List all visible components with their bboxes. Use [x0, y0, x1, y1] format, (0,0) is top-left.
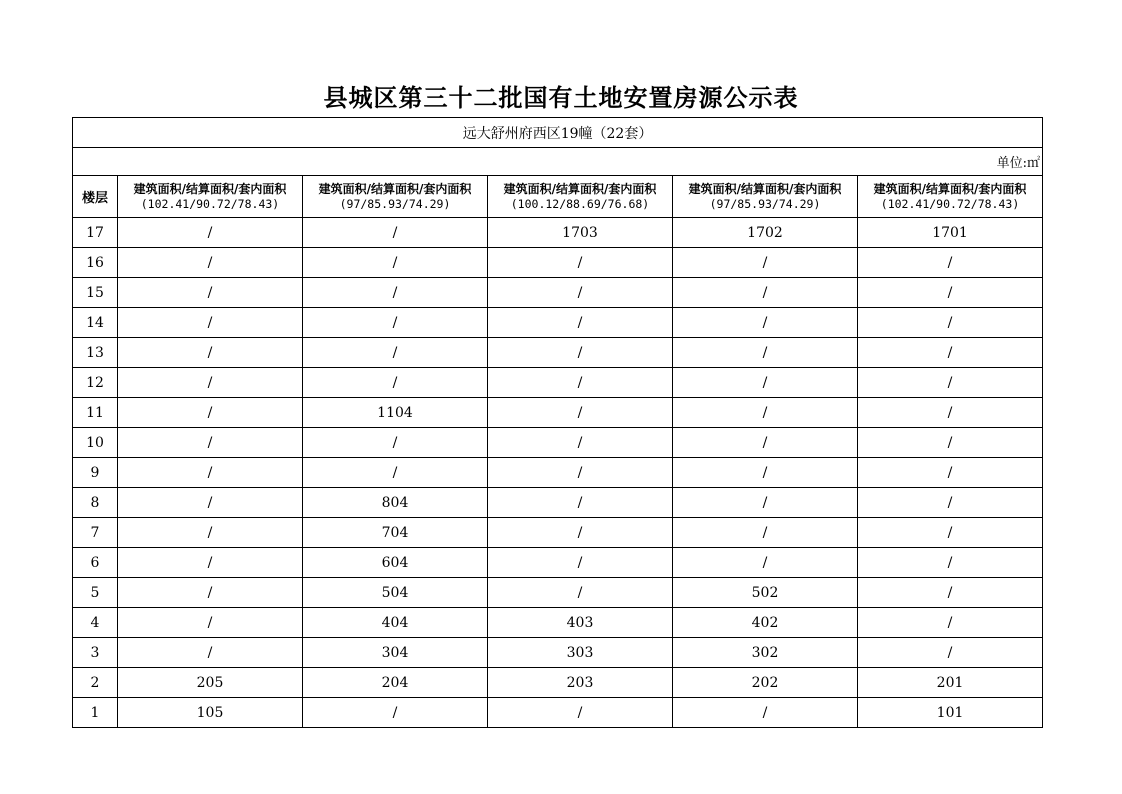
- floor-cell: 16: [73, 248, 118, 278]
- unit-cell: 304: [303, 638, 488, 668]
- unit-cell: /: [303, 698, 488, 728]
- column-header-main: 建筑面积/结算面积/套内面积: [318, 182, 472, 196]
- unit-cell: /: [858, 458, 1043, 488]
- unit-cell: /: [118, 638, 303, 668]
- unit-cell: /: [858, 338, 1043, 368]
- table-row: [73, 278, 1043, 308]
- unit-cell: 604: [303, 548, 488, 578]
- unit-cell: 1702: [673, 218, 858, 248]
- unit-cell: /: [488, 338, 673, 368]
- unit-cell: /: [858, 578, 1043, 608]
- table-row: [73, 338, 1043, 368]
- unit-label: 单位:㎡: [73, 148, 1043, 176]
- unit-cell: /: [118, 578, 303, 608]
- header-row: [73, 176, 1043, 218]
- unit-cell: 1701: [858, 218, 1043, 248]
- table-row: [73, 698, 1043, 728]
- table-row: [73, 578, 1043, 608]
- unit-cell: /: [118, 338, 303, 368]
- unit-cell: /: [858, 608, 1043, 638]
- unit-cell: 203: [488, 668, 673, 698]
- unit-cell: 402: [673, 608, 858, 638]
- page-title: 县城区第三十二批国有土地安置房源公示表: [323, 83, 799, 112]
- table-row: [73, 668, 1043, 698]
- unit-cell: 804: [303, 488, 488, 518]
- unit-cell: /: [673, 338, 858, 368]
- table-row: [73, 368, 1043, 398]
- unit-cell: 202: [673, 668, 858, 698]
- unit-cell: /: [673, 488, 858, 518]
- table-row: [73, 218, 1043, 248]
- unit-cell: /: [858, 488, 1043, 518]
- unit-cell: /: [118, 608, 303, 638]
- unit-cell: /: [858, 398, 1043, 428]
- floor-cell: 1: [73, 698, 118, 728]
- column-header-area: (102.41/90.72/78.43): [140, 197, 280, 211]
- unit-cell: /: [118, 218, 303, 248]
- unit-cell: /: [673, 308, 858, 338]
- unit-cell: 704: [303, 518, 488, 548]
- unit-cell: /: [858, 518, 1043, 548]
- unit-cell: /: [118, 428, 303, 458]
- unit-cell: /: [488, 458, 673, 488]
- unit-cell: /: [488, 368, 673, 398]
- unit-cell: /: [858, 428, 1043, 458]
- column-header-main: 建筑面积/结算面积/套内面积: [688, 182, 842, 196]
- unit-cell: 1703: [488, 218, 673, 248]
- unit-cell: /: [858, 638, 1043, 668]
- unit-cell: /: [858, 548, 1043, 578]
- floor-cell: 2: [73, 668, 118, 698]
- unit-cell: /: [118, 248, 303, 278]
- unit-cell: /: [488, 308, 673, 338]
- table-row: [73, 518, 1043, 548]
- housing-table: [72, 117, 1043, 728]
- unit-cell: /: [303, 248, 488, 278]
- building-subtitle: 远大舒州府西区19幢（22套）: [73, 118, 1043, 148]
- unit-cell: /: [488, 488, 673, 518]
- unit-cell: /: [303, 368, 488, 398]
- table-row: [73, 308, 1043, 338]
- unit-cell: /: [673, 248, 858, 278]
- unit-cell: /: [118, 488, 303, 518]
- unit-cell: 105: [118, 698, 303, 728]
- unit-cell: /: [118, 308, 303, 338]
- column-header-area: (97/85.93/74.29): [339, 197, 451, 211]
- table-row: [73, 248, 1043, 278]
- column-header-area: (100.12/88.69/76.68): [510, 197, 650, 211]
- unit-cell: /: [673, 458, 858, 488]
- unit-cell: /: [303, 428, 488, 458]
- unit-cell: /: [118, 368, 303, 398]
- unit-cell: /: [858, 368, 1043, 398]
- floor-header: 楼层: [73, 176, 118, 218]
- floor-cell: 9: [73, 458, 118, 488]
- unit-cell: /: [303, 218, 488, 248]
- unit-cell: 1104: [303, 398, 488, 428]
- unit-cell: /: [488, 398, 673, 428]
- floor-cell: 11: [73, 398, 118, 428]
- unit-cell: 204: [303, 668, 488, 698]
- column-header: [303, 176, 488, 218]
- unit-cell: 101: [858, 698, 1043, 728]
- unit-cell: 502: [673, 578, 858, 608]
- floor-cell: 4: [73, 608, 118, 638]
- table-row: [73, 608, 1043, 638]
- unit-cell: /: [118, 548, 303, 578]
- unit-cell: /: [488, 578, 673, 608]
- floor-cell: 15: [73, 278, 118, 308]
- floor-cell: 7: [73, 518, 118, 548]
- unit-cell: /: [858, 248, 1043, 278]
- unit-cell: /: [673, 428, 858, 458]
- unit-cell: /: [488, 698, 673, 728]
- floor-cell: 8: [73, 488, 118, 518]
- unit-cell: /: [673, 368, 858, 398]
- floor-cell: 6: [73, 548, 118, 578]
- unit-cell: /: [118, 398, 303, 428]
- column-header-area: (97/85.93/74.29): [709, 197, 821, 211]
- table-row: [73, 548, 1043, 578]
- floor-cell: 5: [73, 578, 118, 608]
- floor-cell: 10: [73, 428, 118, 458]
- unit-cell: 403: [488, 608, 673, 638]
- table-row: [73, 638, 1043, 668]
- table-row: [73, 428, 1043, 458]
- column-header-main: 建筑面积/结算面积/套内面积: [133, 182, 287, 196]
- unit-cell: 303: [488, 638, 673, 668]
- column-header: [858, 176, 1043, 218]
- unit-cell: /: [488, 548, 673, 578]
- unit-cell: /: [118, 278, 303, 308]
- unit-cell: /: [303, 338, 488, 368]
- column-header: [488, 176, 673, 218]
- unit-cell: /: [303, 458, 488, 488]
- unit-cell: /: [303, 278, 488, 308]
- table-row: [73, 458, 1043, 488]
- column-header-main: 建筑面积/结算面积/套内面积: [873, 182, 1027, 196]
- unit-cell: /: [673, 548, 858, 578]
- unit-cell: /: [858, 278, 1043, 308]
- floor-cell: 14: [73, 308, 118, 338]
- table-row: [73, 398, 1043, 428]
- unit-cell: /: [673, 518, 858, 548]
- unit-cell: 504: [303, 578, 488, 608]
- column-header-main: 建筑面积/结算面积/套内面积: [503, 182, 657, 196]
- floor-cell: 3: [73, 638, 118, 668]
- unit-cell: /: [303, 308, 488, 338]
- floor-cell: 13: [73, 338, 118, 368]
- floor-cell: 17: [73, 218, 118, 248]
- unit-cell: /: [673, 698, 858, 728]
- unit-cell: /: [858, 308, 1043, 338]
- unit-cell: 302: [673, 638, 858, 668]
- unit-cell: 205: [118, 668, 303, 698]
- column-header: [118, 176, 303, 218]
- unit-cell: /: [673, 278, 858, 308]
- unit-cell: /: [118, 458, 303, 488]
- floor-cell: 12: [73, 368, 118, 398]
- column-header: [673, 176, 858, 218]
- unit-cell: /: [488, 278, 673, 308]
- table-row: [73, 488, 1043, 518]
- unit-cell: /: [118, 518, 303, 548]
- unit-cell: 404: [303, 608, 488, 638]
- unit-cell: /: [488, 248, 673, 278]
- unit-cell: 201: [858, 668, 1043, 698]
- unit-cell: /: [673, 398, 858, 428]
- unit-cell: /: [488, 518, 673, 548]
- unit-cell: /: [488, 428, 673, 458]
- column-header-area: (102.41/90.72/78.43): [880, 197, 1020, 211]
